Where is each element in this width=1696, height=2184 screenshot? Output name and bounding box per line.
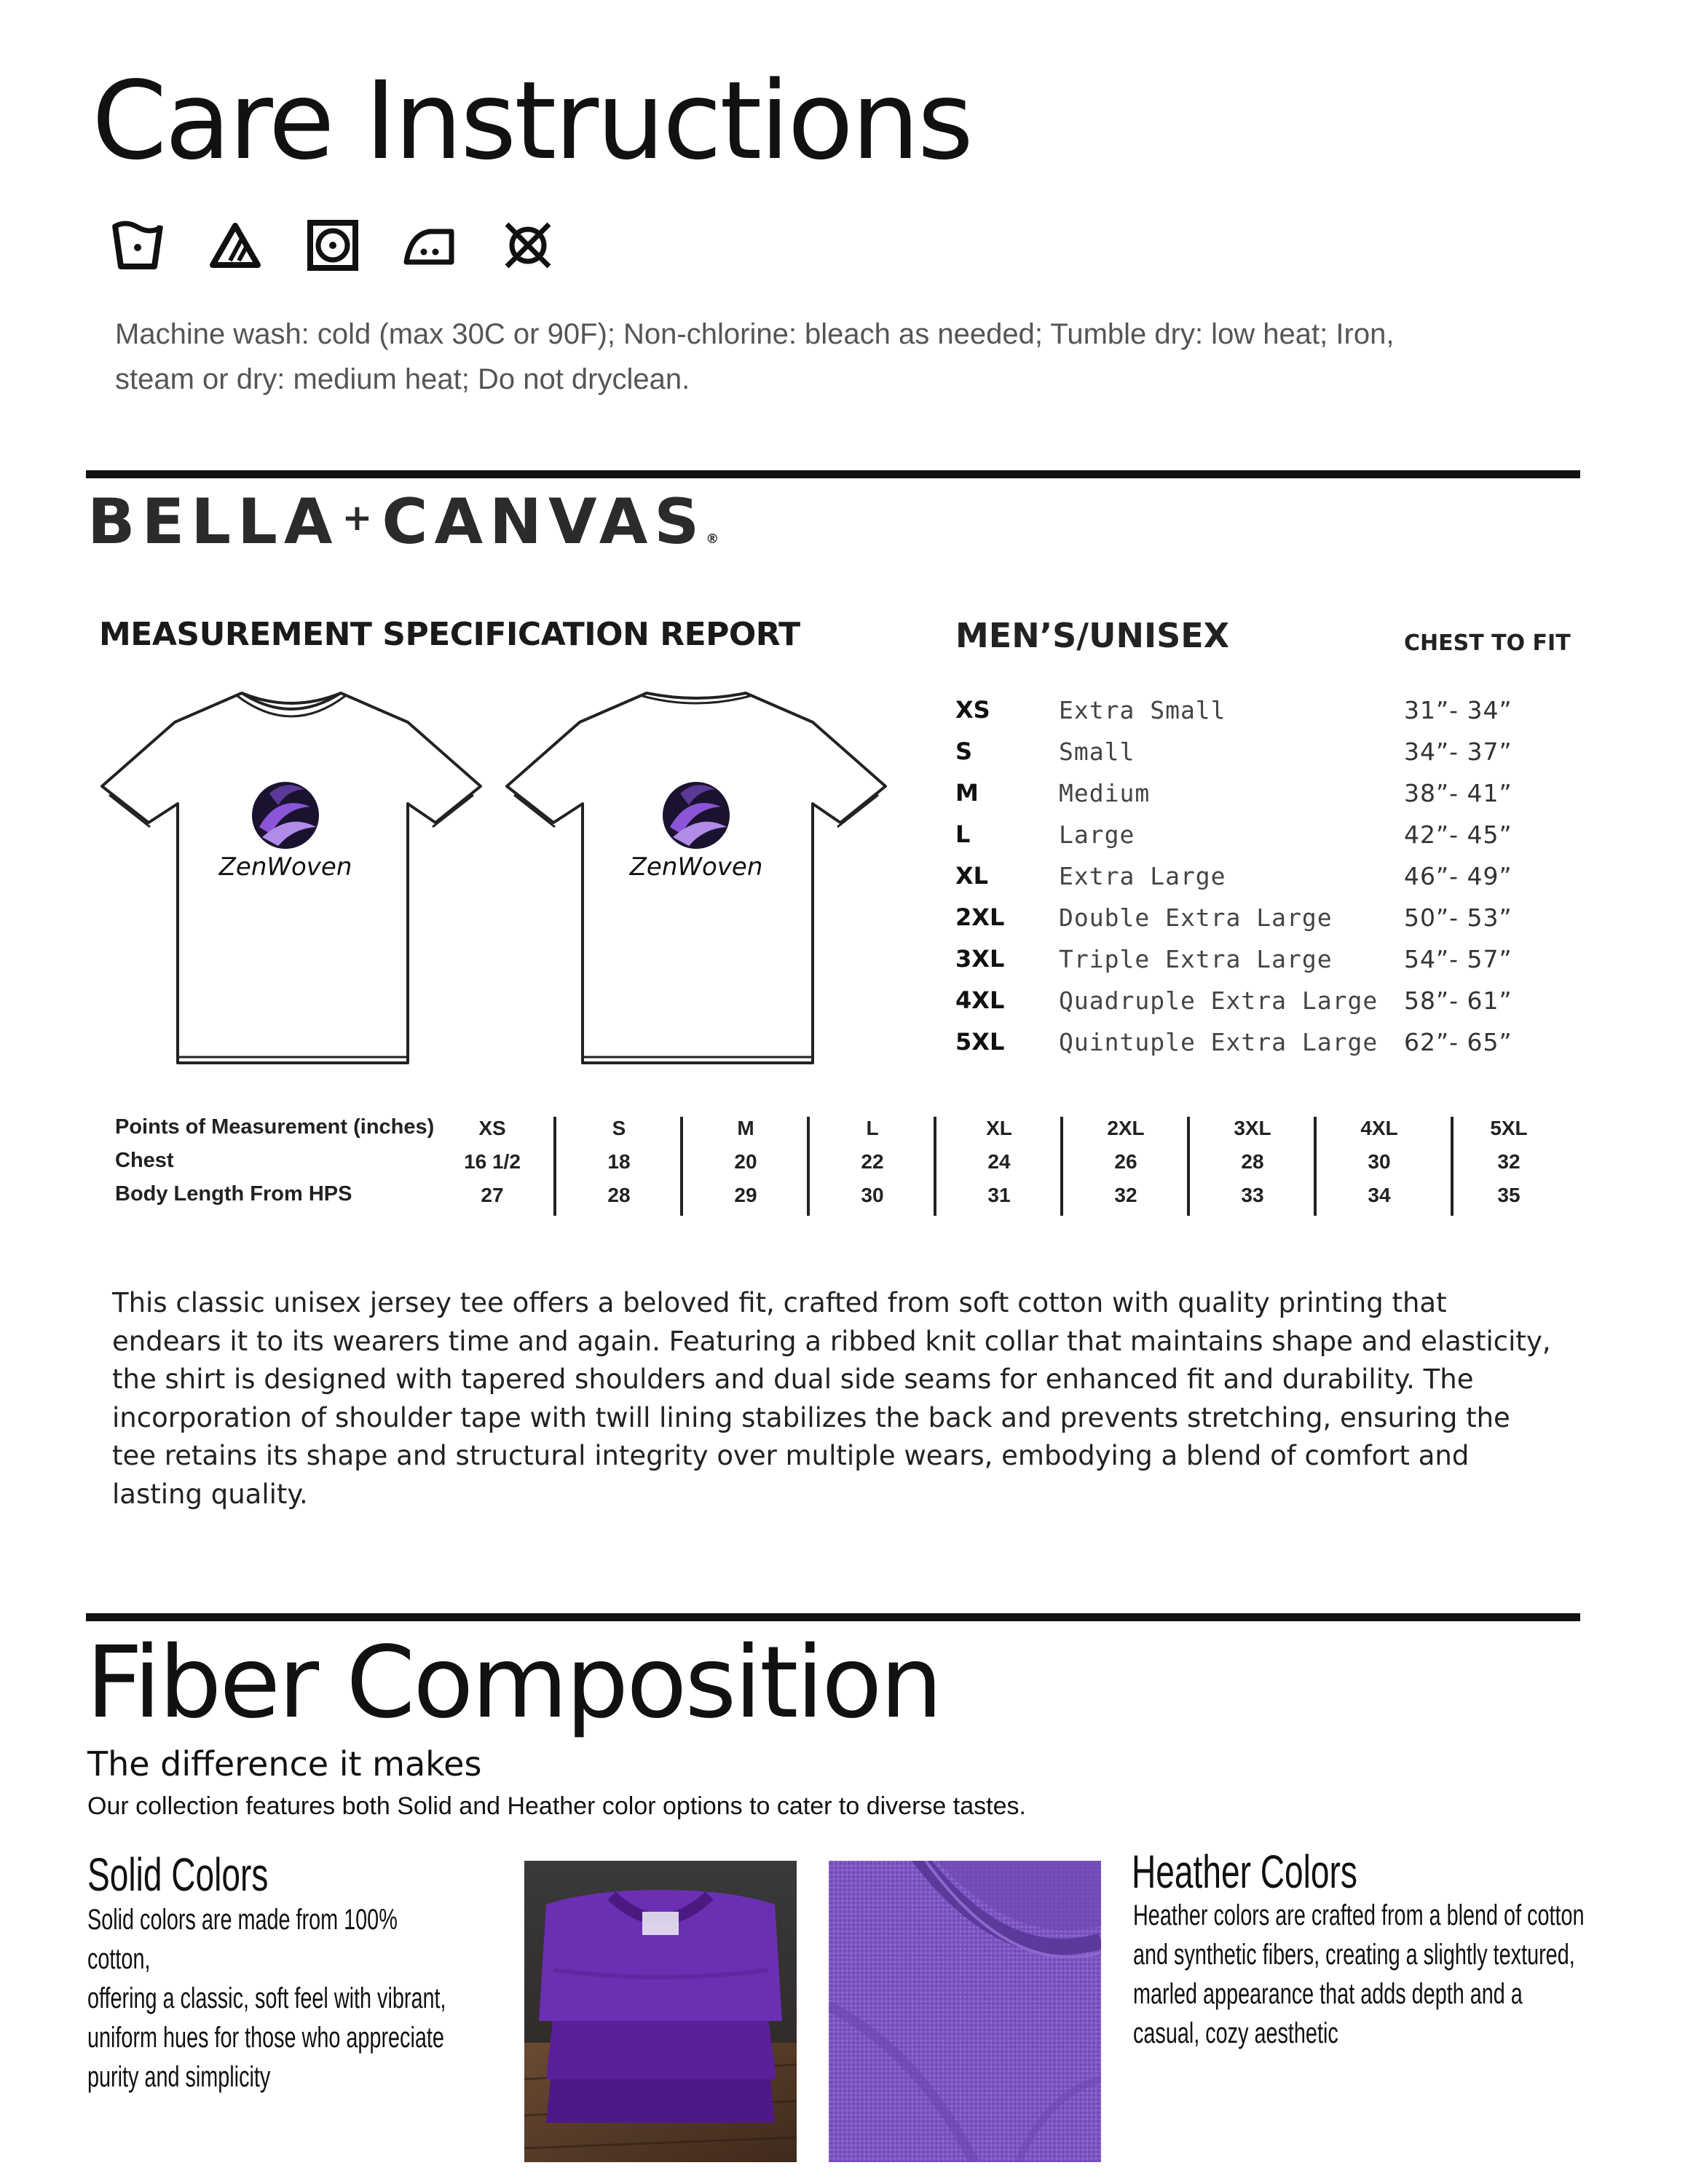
size-name: Quintuple Extra Large: [1059, 1028, 1379, 1056]
solid-colors-text: [87, 1900, 454, 2097]
column-divider: [934, 1117, 936, 1216]
divider: [86, 470, 1580, 478]
pom-cell: 20: [734, 1150, 757, 1173]
pom-cell: 26: [1114, 1150, 1137, 1173]
divider: [86, 1613, 1580, 1621]
size-row: [955, 1028, 1582, 1069]
pom-size-header: S: [612, 1117, 626, 1139]
pom-cell: 22: [861, 1150, 884, 1173]
tshirt-back-illustration: [492, 684, 900, 1070]
size-code: S: [955, 737, 973, 765]
pom-cell: 35: [1497, 1184, 1521, 1206]
size-chest: 62”- 65”: [1404, 1028, 1512, 1056]
size-row: [955, 779, 1582, 820]
zenwoven-logo-mark: [663, 782, 730, 849]
brand-left: BELLA: [87, 486, 339, 558]
pom-size-header: 2XL: [1107, 1117, 1145, 1139]
pom-row-label: Chest: [115, 1149, 174, 1172]
size-chest: 42”- 45”: [1404, 820, 1512, 849]
size-name: Medium: [1059, 779, 1151, 807]
column-divider: [680, 1117, 683, 1216]
brand-registered: ®: [706, 531, 719, 547]
column-divider: [1451, 1117, 1454, 1216]
brand-plus: +: [342, 496, 379, 539]
size-chest: 46”- 49”: [1404, 862, 1512, 890]
description-line: lasting quality.: [112, 1478, 308, 1510]
solid-text-line: purity and simplicity: [87, 2061, 271, 2093]
tumble-dry-low-icon: [306, 218, 360, 272]
pom-cell: 30: [861, 1184, 884, 1206]
pom-cell: 30: [1368, 1150, 1391, 1173]
care-instructions-text: [115, 312, 1499, 402]
size-code: 2XL: [955, 903, 1005, 931]
heather-shirt-photo: [829, 1861, 1101, 2162]
pom-size-header: M: [737, 1117, 754, 1139]
size-code: 5XL: [955, 1028, 1005, 1056]
zenwoven-logo-mark: [252, 782, 319, 849]
heather-text-line: casual, cozy aesthetic: [1133, 2017, 1338, 2049]
solid-text-line: Solid colors are made from 100% cotton,: [87, 1904, 398, 1975]
pom-cell: 32: [1497, 1150, 1521, 1173]
size-row: [955, 820, 1582, 862]
column-divider: [807, 1117, 810, 1216]
column-divider: [1060, 1117, 1063, 1216]
care-text-line: steam or dry: medium heat; Do not dryclean.: [115, 363, 690, 395]
size-chest: 38”- 41”: [1404, 779, 1512, 807]
pom-cell: 16 1/2: [464, 1150, 521, 1173]
care-title: Care Instructions: [92, 58, 971, 183]
pom-cell: 33: [1241, 1184, 1264, 1206]
size-code: 3XL: [955, 945, 1005, 973]
description-line: the shirt is designed with tapered shoulders and dual side seams for enhanced fit and durability. The: [112, 1364, 1474, 1395]
pom-cell: 28: [1241, 1150, 1264, 1173]
zenwoven-logo-text: ZenWoven: [218, 852, 352, 882]
size-chest: 54”- 57”: [1404, 945, 1512, 973]
description-line: endears it to its wearers time and again. Featuring a ribbed knit collar that maintains shape and elasticity,: [112, 1325, 1551, 1357]
description-line: tee retains its shape and structural integrity over multiple wears, embodying a blend of comfort and: [112, 1440, 1470, 1471]
size-row: [955, 903, 1582, 945]
product-description: [112, 1284, 1576, 1514]
size-code: XS: [955, 696, 990, 724]
size-name: Quadruple Extra Large: [1059, 986, 1379, 1015]
size-code: 4XL: [955, 986, 1005, 1014]
size-code: M: [955, 779, 979, 807]
solid-shirt-photo: [524, 1861, 797, 2162]
pom-header-label: Points of Measurement (inches): [115, 1115, 435, 1139]
machine-wash-cold-icon: [111, 218, 165, 272]
size-name: Double Extra Large: [1059, 903, 1333, 932]
pom-cell: 29: [734, 1184, 757, 1206]
pom-cell: 28: [607, 1184, 631, 1206]
pom-cell: 18: [607, 1150, 631, 1173]
non-chlorine-bleach-icon: [208, 218, 262, 272]
brand-logo: [87, 486, 719, 558]
size-code: L: [955, 820, 971, 848]
size-row: [955, 696, 1582, 737]
size-row: [955, 986, 1582, 1028]
iron-medium-icon: [403, 218, 457, 272]
pom-size-header: XS: [478, 1117, 506, 1139]
size-name: Large: [1059, 820, 1135, 849]
column-divider: [1187, 1117, 1190, 1216]
pom-size-header: XL: [986, 1117, 1012, 1139]
care-icons: [111, 218, 555, 272]
heather-colors-title: Heather Colors: [1132, 1845, 1357, 1898]
description-line: incorporation of shoulder tape with twill lining stabilizes the back and prevents stretching, ensuring the: [112, 1401, 1510, 1433]
pom-size-header: 5XL: [1490, 1117, 1528, 1139]
heather-colors-text: [1133, 1896, 1605, 2053]
pom-cell: 32: [1114, 1184, 1137, 1206]
pom-cell: 34: [1368, 1184, 1391, 1206]
size-code: XL: [955, 862, 989, 890]
solid-text-line: uniform hues for those who appreciate: [87, 2022, 444, 2054]
pom-cell: 27: [481, 1184, 504, 1206]
solid-text-line: offering a classic, soft feel with vibrant,: [87, 1982, 446, 2014]
measurement-report-title: MEASUREMENT SPECIFICATION REPORT: [99, 616, 800, 653]
fiber-title: Fiber Composition: [86, 1626, 941, 1741]
column-divider: [553, 1117, 556, 1216]
size-name: Extra Small: [1059, 696, 1226, 724]
pom-size-header: 3XL: [1234, 1117, 1271, 1139]
pom-size-header: L: [866, 1117, 879, 1139]
column-divider: [1314, 1117, 1317, 1216]
size-chest: 50”- 53”: [1404, 903, 1512, 932]
chest-to-fit-heading: CHEST TO FIT: [1404, 630, 1571, 656]
pom-row-label: Body Length From HPS: [115, 1182, 352, 1206]
heather-text-line: and synthetic fibers, creating a slightly textured,: [1133, 1939, 1575, 1971]
size-chart-heading: MEN’S/UNISEX: [955, 616, 1230, 655]
size-chest: 31”- 34”: [1404, 696, 1512, 724]
fiber-subtitle: The difference it makes: [87, 1744, 482, 1784]
pom-cell: 24: [987, 1150, 1011, 1173]
size-chest: 58”- 61”: [1404, 986, 1512, 1015]
zenwoven-logo-text: ZenWoven: [629, 852, 763, 882]
size-chest: 34”- 37”: [1404, 737, 1512, 766]
tshirt-front-illustration: [87, 684, 495, 1070]
do-not-dryclean-icon: [501, 218, 555, 272]
size-name: Small: [1059, 737, 1135, 766]
heather-text-line: Heather colors are crafted from a blend of cotton: [1133, 1899, 1585, 1931]
size-row: [955, 737, 1582, 779]
description-line: This classic unisex jersey tee offers a beloved fit, crafted from soft cotton with quality printing that: [112, 1287, 1447, 1318]
pom-size-header: 4XL: [1360, 1117, 1398, 1139]
solid-colors-title: Solid Colors: [87, 1848, 269, 1901]
size-name: Extra Large: [1059, 862, 1226, 890]
size-name: Triple Extra Large: [1059, 945, 1333, 973]
size-row: [955, 862, 1582, 903]
size-row: [955, 945, 1582, 986]
heather-text-line: marled appearance that adds depth and a: [1133, 1978, 1523, 2010]
fiber-intro: Our collection features both Solid and Heather color options to cater to diverse tastes.: [87, 1792, 1026, 1820]
care-text-line: Machine wash: cold (max 30C or 90F); Non-chlorine: bleach as needed; Tumble dry: low heat; Iron,: [115, 318, 1395, 350]
brand-right: CANVAS: [382, 486, 706, 558]
pom-cell: 31: [987, 1184, 1011, 1206]
